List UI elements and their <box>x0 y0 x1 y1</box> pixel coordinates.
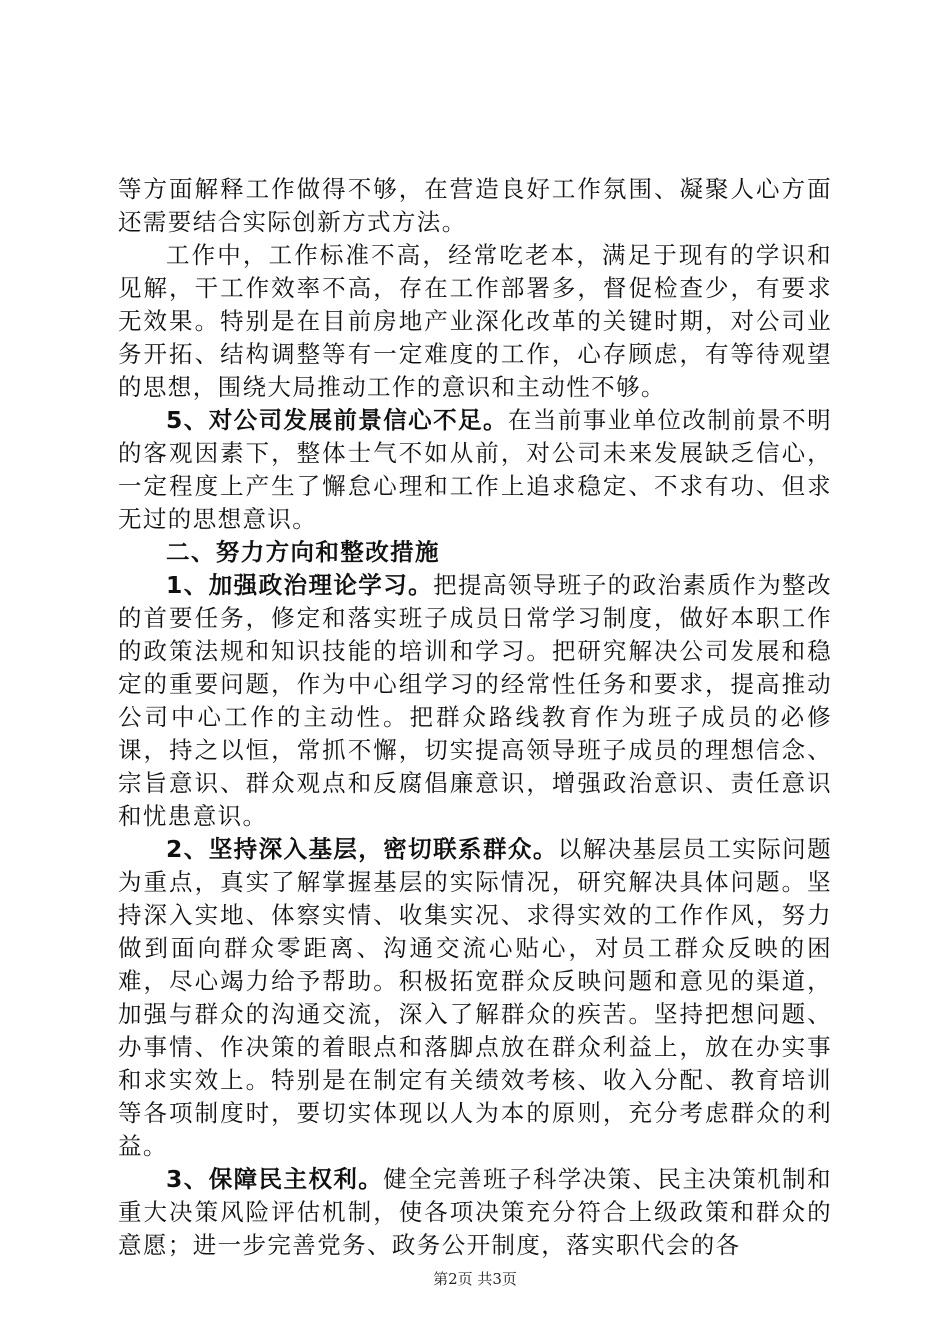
document-body <box>118 173 832 1262</box>
paragraph-heading: 2、坚持深入基层，密切联系群众。 <box>166 835 558 863</box>
paragraph-confidence <box>118 404 832 536</box>
paragraph-democratic-rights <box>118 1163 832 1262</box>
paragraph-text: 以解决基层员工实际问题为重点，真实了解掌握基层的实际情况，研究解决具体问题。坚持深入实地、体察实情、收集实况、求得实效的工作作风，努力做到面向群众零距离、沟通交流心贴心，对员工群众反映的困难，尽心竭力给予帮助。积极拓宽群众反映问题和意见的渠道，加强与群众的沟通交流，深入了解群众的疾苦。坚持把想问题、办事情、作决策的着眼点和落脚点放在群众利益上，放在办实事和求实效上。特别是在制定有关绩效考核、收入分配、教育培训等各项制度时，要切实体现以人为本的原则，充分考虑群众的利益。 <box>118 835 832 1160</box>
paragraph-political-study <box>118 569 832 833</box>
paragraph-heading: 5、对公司发展前景信心不足。 <box>166 406 508 434</box>
page-footer <box>0 1268 950 1289</box>
paragraph-text: 把提高领导班子的政治素质作为整改的首要任务，修定和落实班子成员日常学习制度，做好本职工作的政策法规和知识技能的培训和学习。把研究解决公司发展和稳定的重要问题，作为中心组学习的经常性任务和要求，提高推动公司中心工作的主动性。把群众路线教育作为班子成员的必修课，持之以恒，常抓不懈，切实提高领导班子成员的理想信念、宗旨意识、群众观点和反腐倡廉意识，增强政治意识、责任意识和忧患意识。 <box>118 571 832 830</box>
paragraph-text: 等方面解释工作做得不够，在营造良好工作氛围、凝聚人心方面还需要结合实际创新方式方法。 <box>118 175 832 236</box>
paragraph-text: 在当前事业单位改制前景不明的客观因素下，整体士气不如从前，对公司未来发展缺乏信心，一定程度上产生了懈怠心理和工作上追求稳定、不求有功、但求无过的思想意识。 <box>118 406 832 533</box>
paragraph-text: 健全完善班子科学决策、民主决策机制和重大决策风险评估机制，使各项决策充分符合上级政策和群众的意愿；进一步完善党务、政务公开制度，落实职代会的各 <box>118 1165 833 1259</box>
paragraph-heading: 3、保障民主权利。 <box>166 1165 384 1193</box>
paragraph-work-standards <box>118 239 832 404</box>
section-heading <box>118 536 832 569</box>
paragraph-text: 工作中，工作标准不高，经常吃老本，满足于现有的学识和见解，干工作效率不高，存在工作部署多，督促检查少，有要求无效果。特别是在目前房地产业深化改革的关键时期，对公司业务开拓、结构调整等有一定难度的工作，心存顾虑，有等待观望的思想，围绕大局推动工作的意识和主动性不够。 <box>118 241 832 401</box>
section-title: 二、努力方向和整改措施 <box>166 538 440 566</box>
paragraph-heading: 1、加强政治理论学习。 <box>166 571 434 599</box>
paragraph-grassroots <box>118 833 832 1163</box>
paragraph-continuation <box>118 173 832 239</box>
page-number: 第2页 共3页 <box>433 1270 517 1288</box>
